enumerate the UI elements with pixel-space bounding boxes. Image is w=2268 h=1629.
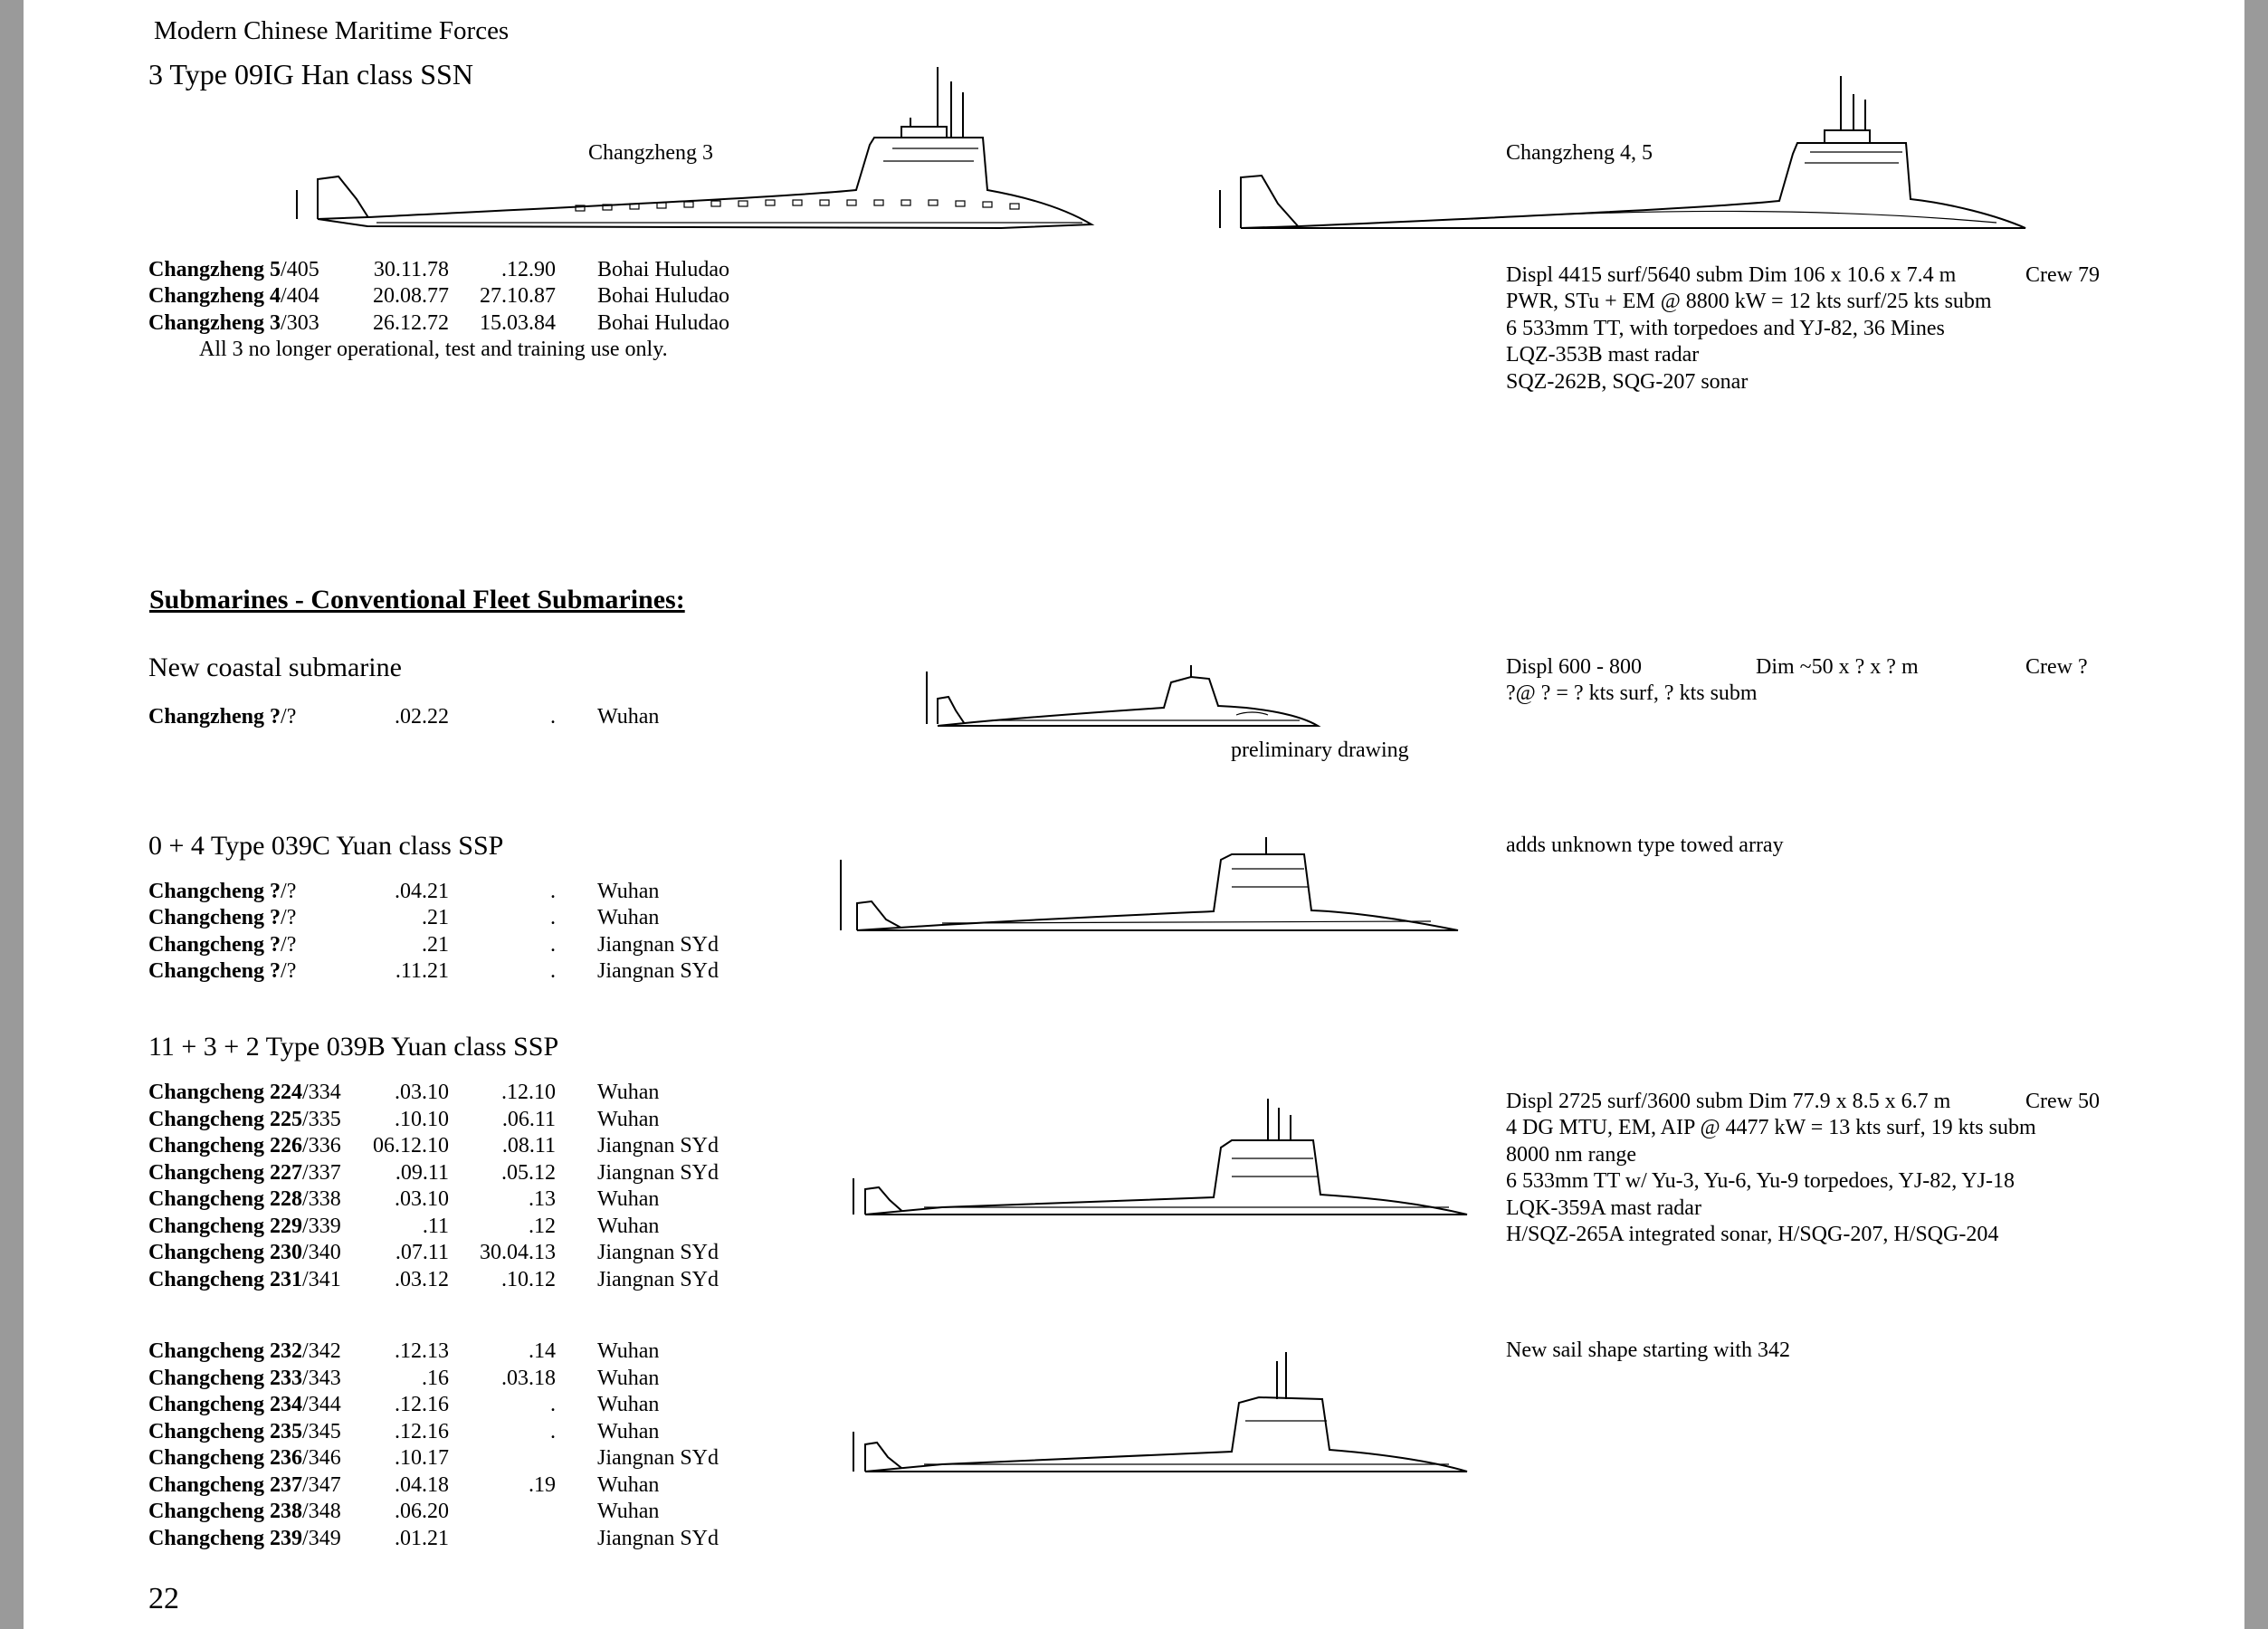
laid-down-date: .21 — [422, 906, 449, 929]
pennant-number: /339 — [302, 1214, 341, 1238]
pennant-number: /? — [281, 959, 297, 983]
pennant-number: /? — [281, 705, 297, 729]
shipyard: Wuhan — [597, 880, 660, 903]
ship-name: Changcheng 236 — [148, 1446, 303, 1470]
spec-line: 4 DG MTU, EM, AIP @ 4477 kW = 13 kts surf, 19 kts subm — [1506, 1116, 2036, 1139]
shipyard: Wuhan — [597, 1366, 660, 1390]
laid-down-date: .12.16 — [395, 1393, 449, 1416]
table-row — [148, 907, 296, 929]
laid-down-date: .21 — [422, 933, 449, 957]
pennant-number: /335 — [302, 1107, 341, 1131]
ship-name: Changcheng 226 — [148, 1134, 303, 1157]
shipyard: Wuhan — [597, 1081, 660, 1104]
document-page — [24, 0, 2244, 1629]
pennant-number: /405 — [281, 258, 319, 281]
table-row — [148, 1340, 341, 1362]
ship-name: Changcheng 235 — [148, 1419, 303, 1443]
pennant-number: /342 — [302, 1339, 341, 1363]
ship-name: Changcheng 225 — [148, 1107, 303, 1131]
table-row — [148, 1162, 341, 1184]
running-header: Modern Chinese Maritime Forces — [154, 16, 510, 45]
table-row — [148, 259, 319, 281]
table-row — [148, 1188, 341, 1210]
table-row — [148, 1242, 341, 1263]
ship-name: Changcheng 224 — [148, 1081, 303, 1104]
laid-down-date: 30.11.78 — [373, 258, 449, 281]
table-row — [148, 1421, 341, 1443]
laid-down-date: .03.12 — [395, 1267, 449, 1291]
commission-date: . — [550, 959, 556, 983]
shipyard: Wuhan — [597, 1107, 660, 1131]
shipyard: Jiangnan SYd — [597, 1526, 719, 1550]
commission-date: .10.12 — [501, 1267, 556, 1291]
shipyard: Bohai Huludao — [597, 284, 729, 308]
pennant-number: /? — [281, 880, 297, 903]
commission-date: . — [550, 1419, 556, 1443]
commission-date: . — [550, 933, 556, 957]
coastal-sub-title: New coastal submarine — [148, 653, 402, 682]
laid-down-date: .10.17 — [395, 1446, 449, 1470]
pennant-number: /336 — [302, 1134, 341, 1157]
displacement: Displ 600 - 800 — [1506, 655, 1642, 679]
ship-name: Changzheng ? — [148, 705, 281, 729]
laid-down-date: .04.21 — [395, 880, 449, 903]
laid-down-date: 26.12.72 — [373, 311, 449, 335]
table-row — [148, 1109, 341, 1130]
pennant-number: /337 — [302, 1160, 341, 1185]
shipyard: Wuhan — [597, 1214, 660, 1238]
laid-down-date: 20.08.77 — [373, 284, 449, 308]
drawing-label-changzheng-3: Changzheng 3 — [588, 141, 713, 165]
table-row — [148, 1135, 341, 1157]
crew: Crew 50 — [2025, 1090, 2100, 1113]
page-number: 22 — [148, 1582, 179, 1615]
ship-name: Changcheng 230 — [148, 1241, 303, 1264]
shipyard: Bohai Huludao — [597, 258, 729, 281]
spec-line: LQK-359A mast radar — [1506, 1196, 1701, 1220]
shipyard: Wuhan — [597, 1187, 660, 1211]
table-row — [148, 960, 296, 982]
shipyard: Wuhan — [597, 906, 660, 929]
commission-date: .12 — [529, 1214, 556, 1238]
ship-name: Changcheng 239 — [148, 1526, 303, 1550]
commission-date: .14 — [529, 1339, 556, 1363]
dimensions: Dim ~50 x ? x ? m — [1756, 655, 1919, 679]
shipyard: Jiangnan SYd — [597, 959, 719, 983]
commission-date: . — [550, 1393, 556, 1416]
spec-line: SQZ-262B, SQG-207 sonar — [1506, 370, 1749, 394]
crew: Crew ? — [2025, 655, 2088, 679]
laid-down-date: .03.10 — [395, 1187, 449, 1211]
spec-line: 6 533mm TT w/ Yu-3, Yu-6, Yu-9 torpedoes, YJ-82, YJ-18 — [1506, 1169, 2015, 1193]
laid-down-date: .12.13 — [395, 1339, 449, 1363]
pennant-number: /348 — [302, 1500, 341, 1523]
commission-date: .05.12 — [501, 1160, 556, 1185]
shipyard: Jiangnan SYd — [597, 1241, 719, 1264]
pennant-number: /344 — [302, 1393, 341, 1416]
commission-date: .12.90 — [501, 258, 556, 281]
shipyard: Wuhan — [597, 1419, 660, 1443]
ship-name: Changcheng 232 — [148, 1339, 303, 1363]
pennant-number: /347 — [302, 1472, 341, 1497]
commission-date: .06.11 — [501, 1107, 556, 1131]
pennant-number: /346 — [302, 1446, 341, 1470]
ship-name: Changcheng ? — [148, 959, 281, 983]
commission-date: .12.10 — [501, 1081, 556, 1104]
laid-down-date: .04.18 — [395, 1472, 449, 1497]
ship-name: Changcheng 228 — [148, 1187, 303, 1211]
ship-name: Changzheng 5 — [148, 258, 281, 281]
pennant-number: /340 — [302, 1241, 341, 1264]
shipyard: Wuhan — [597, 705, 660, 729]
commission-date: .13 — [529, 1187, 556, 1211]
shipyard: Jiangnan SYd — [597, 1446, 719, 1470]
shipyard: Wuhan — [597, 1393, 660, 1416]
laid-down-date: .11 — [422, 1214, 449, 1238]
laid-down-date: .07.11 — [395, 1241, 449, 1264]
ship-name: Changcheng ? — [148, 880, 281, 903]
table-row — [148, 881, 296, 902]
yuan-039b-new-sail-submarine-drawing — [24, 0, 33, 9]
laid-down-date: .02.22 — [395, 705, 449, 729]
table-row — [148, 312, 319, 334]
drawing-caption: preliminary drawing — [1231, 738, 1409, 762]
spec-line: PWR, STu + EM @ 8800 kW = 12 kts surf/25 kts subm — [1506, 290, 1992, 313]
pennant-number: /404 — [281, 284, 319, 308]
ship-name: Changcheng 231 — [148, 1267, 303, 1291]
spec-line: 8000 nm range — [1506, 1143, 1636, 1167]
table-row — [148, 1528, 341, 1549]
ship-name: Changcheng 238 — [148, 1500, 303, 1523]
pennant-number: /303 — [281, 311, 319, 335]
pennant-number: /345 — [302, 1419, 341, 1443]
shipyard: Wuhan — [597, 1500, 660, 1523]
shipyard: Jiangnan SYd — [597, 1267, 719, 1291]
table-row — [148, 934, 296, 956]
table-row — [148, 285, 319, 307]
commission-date: . — [550, 906, 556, 929]
shipyard: Jiangnan SYd — [597, 933, 719, 957]
table-row — [148, 706, 296, 728]
commission-date: 15.03.84 — [480, 311, 556, 335]
pennant-number: /? — [281, 906, 297, 929]
table-row — [148, 1081, 341, 1103]
pennant-number: /349 — [302, 1526, 341, 1550]
shipyard: Bohai Huludao — [597, 311, 729, 335]
shipyard: Wuhan — [597, 1472, 660, 1497]
table-row — [148, 1269, 341, 1291]
ship-name: Changcheng ? — [148, 906, 281, 929]
han-class-title: 3 Type 09IG Han class SSN — [148, 58, 473, 90]
spec-line: H/SQZ-265A integrated sonar, H/SQG-207, H/SQG-204 — [1506, 1223, 1999, 1246]
commission-date: . — [550, 705, 556, 729]
shipyard: Wuhan — [597, 1339, 660, 1363]
yuan-039c-note: adds unknown type towed array — [1506, 834, 1784, 857]
table-row — [148, 1394, 341, 1415]
ship-name: Changcheng 237 — [148, 1472, 303, 1497]
spec-line: 6 533mm TT, with torpedoes and YJ-82, 36 Mines — [1506, 317, 1945, 340]
displacement-dimensions: Displ 4415 surf/5640 subm Dim 106 x 10.6 x 7.4 m — [1506, 263, 1957, 287]
pennant-number: /334 — [302, 1081, 341, 1104]
pennant-number: /? — [281, 933, 297, 957]
pennant-number: /338 — [302, 1187, 341, 1211]
commission-date: .08.11 — [501, 1134, 556, 1157]
table-row — [148, 1367, 341, 1389]
yuan-039b-sail-note: New sail shape starting with 342 — [1506, 1338, 1790, 1362]
laid-down-date: .11.21 — [395, 959, 449, 983]
ship-name: Changzheng 3 — [148, 311, 281, 335]
commission-date: .19 — [529, 1472, 556, 1497]
laid-down-date: .01.21 — [395, 1526, 449, 1550]
displacement-dimensions: Displ 2725 surf/3600 subm Dim 77.9 x 8.5 x 6.7 m — [1506, 1090, 1951, 1113]
table-row — [148, 1500, 341, 1522]
laid-down-date: .10.10 — [395, 1107, 449, 1131]
drawing-label-changzheng-4-5: Changzheng 4, 5 — [1506, 141, 1653, 165]
laid-down-date: .03.10 — [395, 1081, 449, 1104]
pennant-number: /343 — [302, 1366, 341, 1390]
ship-name: Changcheng ? — [148, 933, 281, 957]
laid-down-date: .06.20 — [395, 1500, 449, 1523]
pennant-number: /341 — [302, 1267, 341, 1291]
ship-name: Changzheng 4 — [148, 284, 281, 308]
ship-name: Changcheng 227 — [148, 1160, 303, 1185]
ship-name: Changcheng 233 — [148, 1366, 303, 1390]
spec-line: LQZ-353B mast radar — [1506, 343, 1700, 367]
laid-down-date: 06.12.10 — [373, 1134, 449, 1157]
laid-down-date: .16 — [422, 1366, 449, 1390]
shipyard: Jiangnan SYd — [597, 1160, 719, 1185]
table-row — [148, 1474, 341, 1496]
table-row — [148, 1447, 341, 1469]
laid-down-date: .09.11 — [395, 1160, 449, 1185]
crew: Crew 79 — [2025, 263, 2100, 287]
laid-down-date: .12.16 — [395, 1419, 449, 1443]
spec-line: ?@ ? = ? kts surf, ? kts subm — [1506, 681, 1758, 705]
yuan-039b-title: 11 + 3 + 2 Type 039B Yuan class SSP — [148, 1032, 559, 1062]
ship-name: Changcheng 234 — [148, 1393, 303, 1416]
yuan-039c-title: 0 + 4 Type 039C Yuan class SSP — [148, 831, 504, 861]
commission-date: 27.10.87 — [480, 284, 556, 308]
table-row — [148, 1215, 341, 1237]
ship-name: Changcheng 229 — [148, 1214, 303, 1238]
commission-date: .03.18 — [501, 1366, 556, 1390]
commission-date: 30.04.13 — [480, 1241, 556, 1264]
han-status-note: All 3 no longer operational, test and training use only. — [199, 338, 668, 361]
shipyard: Jiangnan SYd — [597, 1134, 719, 1157]
section-heading: Submarines - Conventional Fleet Submarines: — [149, 585, 685, 614]
commission-date: . — [550, 880, 556, 903]
